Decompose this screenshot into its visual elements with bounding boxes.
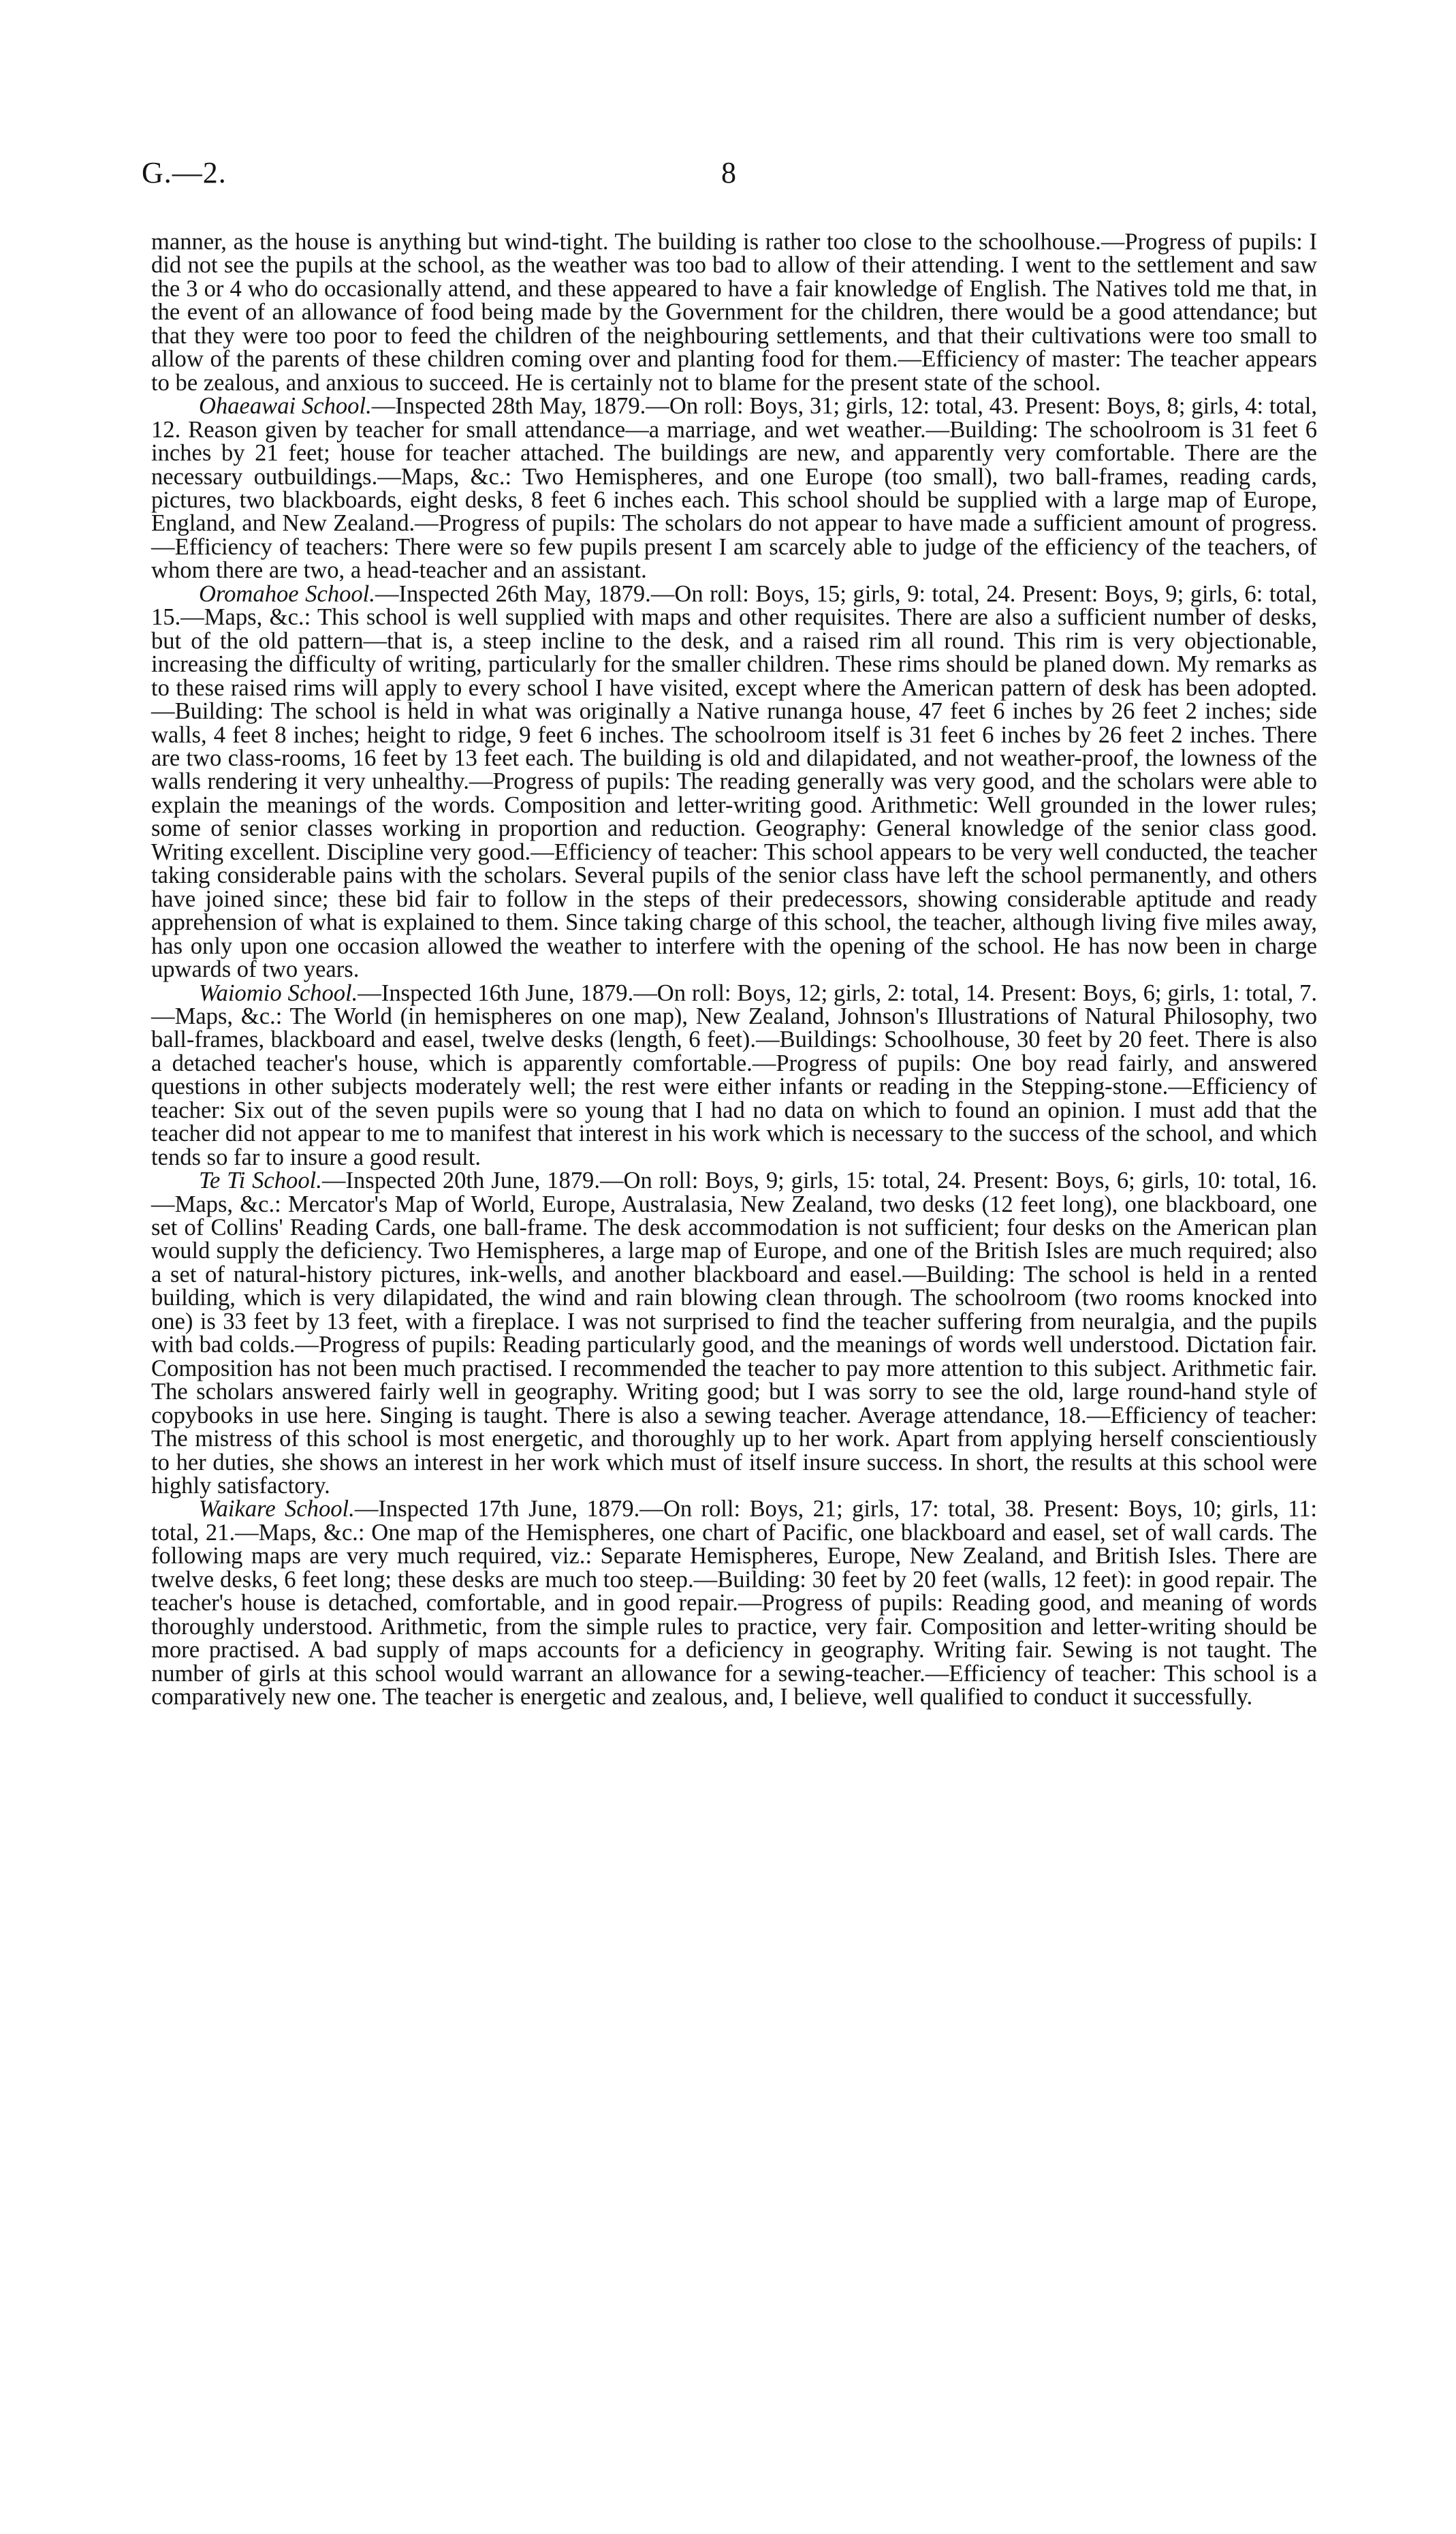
school-report-text: —Inspected 16th June, 1879.—On roll: Boys, 12; girls, 2: total, 14. Present: Boys, 6; girls, 1: total, 7.—Maps, &c.: The World (in hemispheres on one map), New Zealand, Johnson's Illustrations of Natural Philosophy, two ball-frames, blackboard and easel, twelve desks (length, 6 feet).—Buildings: Schoolhouse, 30 feet by 20 feet. There is also a detached teacher's house, which is apparently comfortable.—Progress of pupils: One boy read fairly, and answered questions in other subjects moderately well; the rest were either infants or reading in the Stepping-stone.—Efficiency of teacher: Six out of the seven pupils were so young that I had no data on which to found an opinion. I must add that the teacher did not appear to me to manifest that interest in his work which is necessary to the success of the school, and which tends so far to insure a good result. — [151, 980, 1317, 1170]
school-name: Oromahoe School. — [199, 580, 375, 607]
page-number: 8 — [721, 156, 736, 189]
school-report-text: —Inspected 17th June, 1879.—On roll: Boys, 21; girls, 17: total, 38. Present: Boys, 10; girls, 11: total, 21.—Maps, &c.: One map of the Hemispheres, one chart of Pacific, one blackboard and easel, set of wall cards. The following maps are very much required, viz.: Separate Hemispheres, Europe, New Zealand, and British Isles. There are twelve desks, 6 feet long; these desks are much too steep.—Building: 30 feet by 20 feet (walls, 12 feet): in good repair. The teacher's house is detached, comfortable, and in good repair.—Progress of pupils: Reading good, and meaning of words thoroughly understood. Arithmetic, from the simple rules to practice, very fair. Composition and letter-writing should be more practised. A bad supply of maps accounts for a deficiency in geography. Writing fair. Sewing is not taught. The number of girls at this school would warrant an allowance for a sewing-teacher.—Efficiency of teacher: This school is a comparatively new one. The teacher is energetic and zealous, and, I believe, well qualified to conduct it successfully. — [151, 1496, 1317, 1710]
school-paragraph-oromahoe — [151, 582, 1317, 982]
school-paragraph-waiomio — [151, 982, 1317, 1170]
school-name: Te Ti School. — [199, 1168, 322, 1194]
school-report-text: —Inspected 26th May, 1879.—On roll: Boys, 15; girls, 9: total, 24. Present: Boys, 9; girls, 6: total, 15.—Maps, &c.: This school is well supplied with maps and other requisites. There are also a sufficient number of desks, but of the old pattern—that is, a steep incline to the desk, and a raised rim all round. This rim is very objectionable, increasing the difficulty of writing, particularly for the smaller children. These rims should be planed down. My remarks as to these raised rims will apply to every school I have visited, except where the American pattern of desk has been adopted.—Building: The school is held in what was originally a Native runanga house, 47 feet 6 inches by 26 feet 2 inches; side walls, 4 feet 8 inches; height to ridge, 9 feet 6 inches. The schoolroom itself is 31 feet 6 inches by 26 feet 2 inches. There are two class-rooms, 16 feet by 13 feet each. The building is old and dilapidated, and not weather-proof, the lowness of the walls rendering it very unhealthy.—Progress of pupils: The reading generally was very good, and the scholars were able to explain the meanings of the words. Composition and letter-writing good. Arithmetic: Well grounded in the lower rules; some of senior classes working in proportion and reduction. Geography: General knowledge of the senior class good. Writing excellent. Discipline very good.—Efficiency of teacher: This school appears to be very well conducted, the teacher taking considerable pains with the scholars. Several pupils of the senior class have left the school permanently, and others have joined since; these bid fair to follow in the steps of their predecessors, showing considerable aptitude and ready apprehension of what is explained to them. Since taking charge of this school, the teacher, although living five miles away, has only upon one occasion allowed the weather to interfere with the opening of the school. He has now been in charge upwards of two years. — [151, 580, 1317, 983]
report-body — [151, 230, 1317, 1709]
school-name: Waiomio School. — [199, 980, 358, 1006]
document-reference: G.—2. — [142, 156, 227, 189]
school-report-text: —Inspected 28th May, 1879.—On roll: Boys, 31; girls, 12: total, 43. Present: Boys, 8; girls, 4: total, 12. Reason given by teacher for small attendance—a marriage, and wet weather.—Building: The schoolroom is 31 feet 6 inches by 21 feet; house for teacher attached. The buildings are new, and apparently very comfortable. There are the necessary outbuildings.—Maps, &c.: Two Hemispheres, and one Europe (too small), two ball-frames, reading cards, pictures, two blackboards, eight desks, 8 feet 6 inches each. This school should be supplied with a large map of Europe, England, and New Zealand.—Progress of pupils: The scholars do not appear to have made a sufficient amount of progress.—Efficiency of teachers: There were so few pupils present I am scarcely able to judge of the efficiency of the teachers, of whom there are two, a head-teacher and an assistant. — [151, 393, 1318, 584]
school-name: Waikare School. — [199, 1496, 355, 1522]
page-header — [142, 155, 1316, 196]
continuation-paragraph: manner, as the house is anything but wind-tight. The building is rather too close to the schoolhouse.—Progress of pupils: I did not see the pupils at the school, as the weather was too bad to allow of their attending. I went to the settlement and saw the 3 or 4 who do occasionally attend, and these appeared to have a fair knowledge of English. The Natives told me that, in the event of an allowance of food being made by the Government for the children, there would be a good attendance; but that they were too poor to feed the children of the neighbouring settlements, and that their cultivations were too small to allow of the parents of these children coming over and planting food for them.—Efficiency of master: The teacher appears to be zealous, and anxious to succeed. He is certainly not to blame for the present state of the school. — [151, 229, 1317, 396]
school-name: Ohaeawai School. — [199, 393, 372, 420]
school-paragraph-ohaeawai — [151, 394, 1317, 582]
school-paragraph-waikare — [151, 1497, 1317, 1708]
school-paragraph-te-ti — [151, 1169, 1317, 1497]
school-report-text: —Inspected 20th June, 1879.—On roll: Boys, 9; girls, 15: total, 24. Present: Boys, 6; girls, 10: total, 16.—Maps, &c.: Mercator's Map of World, Europe, Australasia, New Zealand, two desks (12 feet long), one blackboard, one set of Collins' Reading Cards, one ball-frame. The desk accommodation is not sufficient; four desks on the American plan would supply the deficiency. Two Hemispheres, a large map of Europe, and one of the British Isles are much required; also a set of natural-history pictures, ink-wells, and another blackboard and easel.—Building: The school is held in a rented building, which is very dilapidated, the wind and rain blowing clean through. The schoolroom (two rooms knocked into one) is 33 feet by 13 feet, with a fireplace. I was not surprised to find the teacher suffering from neuralgia, and the pupils with bad colds.—Progress of pupils: Reading particularly good, and the meanings of words well understood. Dictation fair. Composition has not been much practised. I recommended the teacher to pay more attention to this subject. Arithmetic fair. The scholars answered fairly well in geography. Writing good; but I was sorry to see the old, large round-hand style of copybooks in use here. Singing is taught. There is also a sewing teacher. Average attendance, 18.—Efficiency of teacher: The mistress of this school is most energetic, and thoroughly up to her work. Apart from applying herself conscientiously to her duties, she shows an interest in her work which must of itself insure success. In short, the results at this school were highly satisfactory. — [151, 1168, 1317, 1499]
